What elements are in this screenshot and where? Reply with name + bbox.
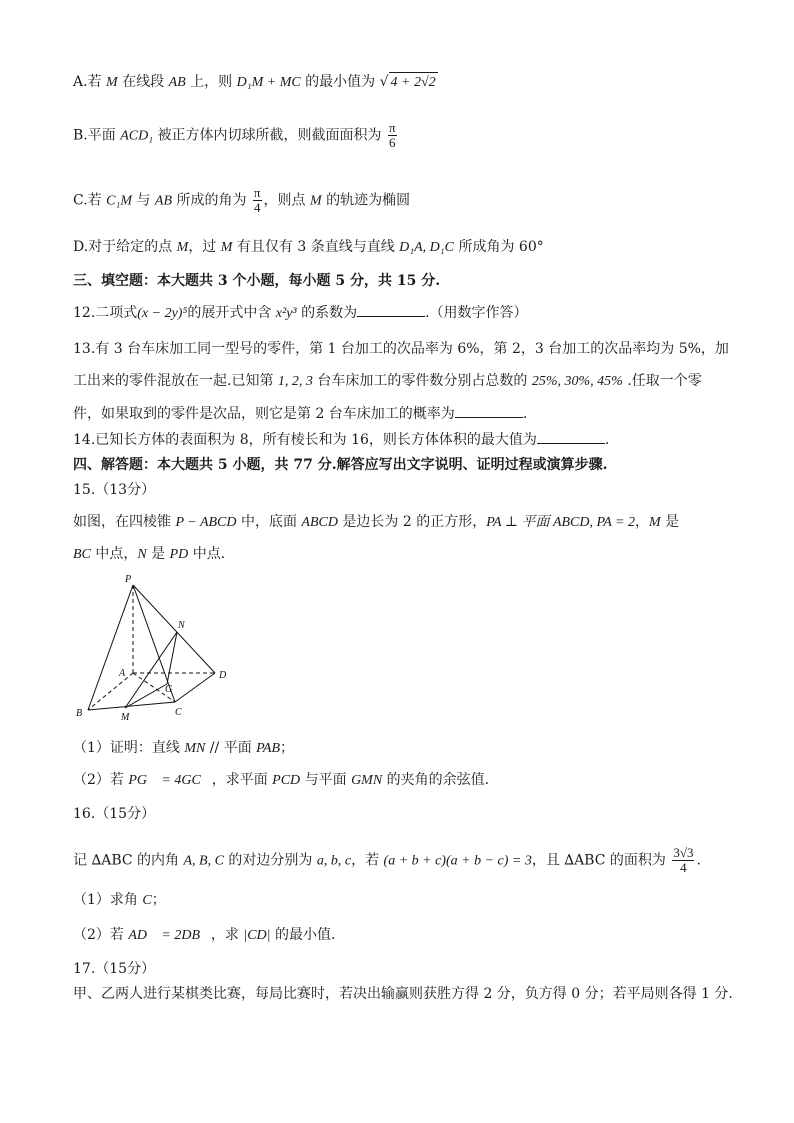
question-12: 12.二项式(x − 2y)⁵的展开式中含 x²y³ 的系数为 .（用数字作答） [73, 302, 528, 324]
edge-cd [175, 673, 215, 702]
label-b: B [76, 708, 83, 719]
answer-blank [357, 302, 425, 317]
question-16-part-2: （2）若 AD⃗ = 2DB⃗，求 |CD| 的最小值. [73, 927, 336, 943]
question-15-head: 15.（13分） [73, 482, 156, 498]
question-16-line-1: 记 ∆ABC 的内角 A, B, C 的对边分别为 a, b, c，若 (a + b + c)(a + b − c) = 3，且 ∆ABC 的面积为 $\frac{3√3}{4}$ . [73, 845, 701, 875]
question-15-line-2: BC 中点，N 是 PD 中点. [73, 546, 226, 562]
option-c: C.若 C₁M 与 AB 所成的角为 $\frac{\pi}{4}$ ，则点 M 的轨迹为椭圆 [73, 185, 411, 215]
section-4-heading: 四、解答题：本大题共 5 小题，共 77 分.解答应写出文字说明、证明过程或演算步骤. [73, 457, 608, 473]
question-16-head: 16.（15分） [73, 806, 156, 822]
label-g: G [165, 684, 173, 695]
answer-blank [537, 429, 605, 444]
label-n: N [178, 620, 185, 631]
label-c: C [175, 707, 182, 718]
question-15-part-1: （1）证明：直线 MN // 平面 PAB； [73, 740, 295, 756]
question-17-line-1: 甲、乙两人进行某棋类比赛，每局比赛时，若决出输赢则获胜方得 2 分，负方得 0 分；若平局则各得 1 分. [73, 986, 733, 1002]
question-15-line-1: 如图，在四棱锥 P − ABCD 中，底面 ABCD 是边长为 2 的正方形，PA ⊥ 平面 ABCD, PA = 2，M 是 [73, 514, 680, 530]
fraction-pi-6: $\frac{\pi}{6}$ [388, 120, 396, 150]
question-13-line-2: 工出来的零件混放在一起.已知第 1, 2, 3 台车床加工的零件数分别占总数的 25%, 30%, 45% .任取一个零 [73, 373, 702, 389]
answer-blank [455, 403, 523, 418]
section-3-heading: 三、填空题：本大题共 3 个小题，每小题 5 分，共 15 分. [73, 273, 441, 289]
option-d: D.对于给定的点 M，过 M 有且仅有 3 条直线与直线 D₁A, D₁C 所成角为 60° [73, 239, 544, 255]
pyramid-figure [73, 570, 238, 725]
question-13-line-3: 件，如果取到的零件是次品，则它是第 2 台车床加工的概率为 . [73, 403, 527, 424]
label-p: P [125, 574, 132, 585]
question-13-line-1: 13.有 3 台车床加工同一型号的零件，第 1 台加工的次品率为 6%，第 2，3 台加工的次品率均为 5%，加 [73, 341, 729, 357]
fraction-pi-4: $\frac{\pi}{4}$ [253, 185, 261, 215]
option-a: A.若 M 在线段 AB 上，则 D₁M + MC 的最小值为 √ 4 + 2√2 [73, 72, 438, 93]
label-d: D [219, 670, 227, 681]
edge-bc [88, 702, 175, 710]
option-b: B.平面 ACD₁ 被正方体内切球所截，则截面面积为 $\frac{\pi}{6}$ [73, 120, 396, 150]
label-m: M [121, 712, 130, 723]
question-14: 14.已知长方体的表面积为 8，所有棱长和为 16，则长方体体积的最大值为 . [73, 429, 609, 450]
question-17-head: 17.（15分） [73, 961, 156, 977]
question-15-part-2: （2）若 PG⃗ = 4GC⃗，求平面 PCD 与平面 GMN 的夹角的余弦值. [73, 772, 490, 788]
radicand: 4 + 2√2 [389, 72, 438, 93]
label-a: A [119, 668, 126, 679]
edge-pd [133, 585, 215, 673]
question-16-part-1: （1）求角 C； [73, 892, 166, 908]
fraction-area: $\frac{3√3}{4}$ [673, 845, 694, 875]
